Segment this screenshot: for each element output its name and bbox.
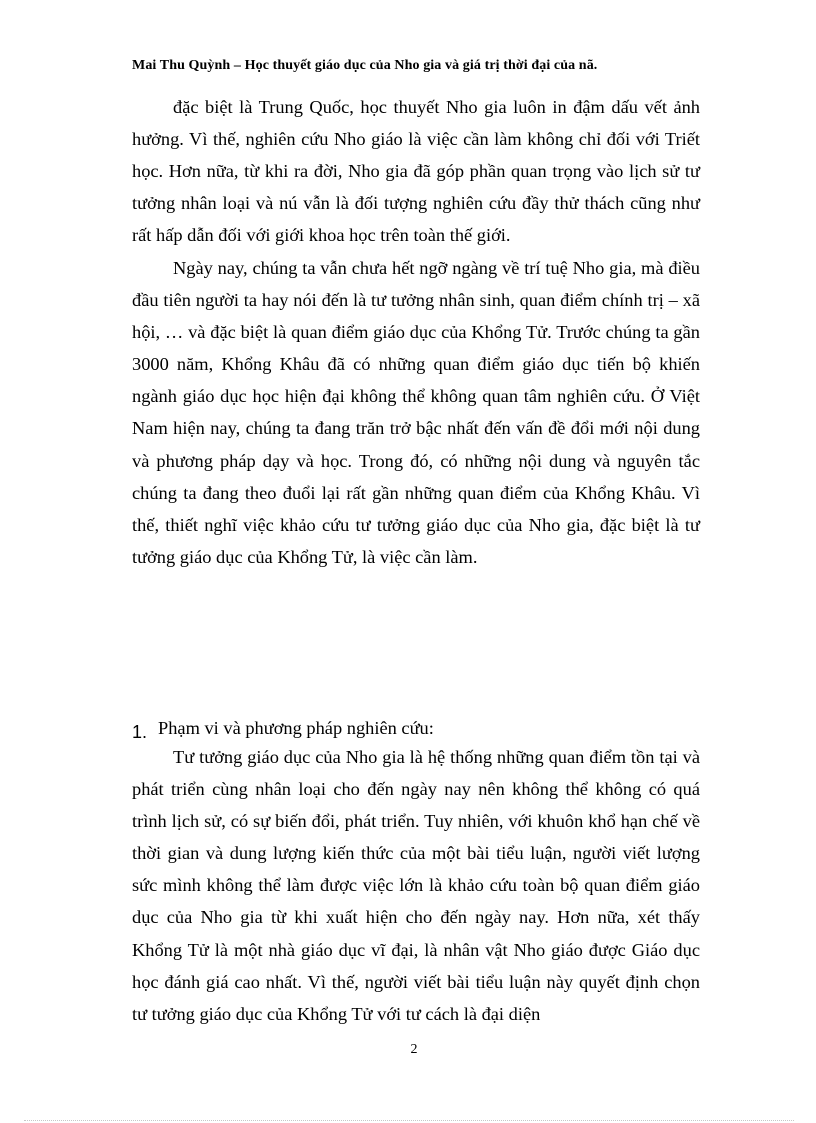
section-title: Phạm vi và phương pháp nghiên cứu: <box>158 718 434 738</box>
section-heading <box>132 712 700 744</box>
running-header: Mai Thu Quỳnh – Học thuyết giáo dục của Nho gia và giá trị thời đại của nã. <box>132 58 598 73</box>
body-paragraph-2: Ngày nay, chúng ta vẫn chưa hết ngỡ ngàng về trí tuệ Nho gia, mà điều đầu tiên người ta hay nói đến là tư tưởng nhân sinh, quan điểm chính trị – xã hội, … và đặc biệt là quan điểm giáo dục của Khổng Tử. Trước chúng ta gần 3000 năm, Khổng Khâu đã có những quan điểm giáo dục tiến bộ khiến ngành giáo dục học hiện đại không thể không quan tâm nghiên cứu. Ở Việt Nam hiện nay, chúng ta đang trăn trở bậc nhất đến vấn đề đổi mới nội dung và phương pháp dạy và học. Trong đó, có những nội dung và nguyên tắc chúng ta đang theo đuổi lại rất gần những quan điểm của Khổng Khâu. Vì thế, thiết nghĩ việc khảo cứu tư tưởng giáo dục của Nho gia, đặc biệt là tư tưởng giáo dục của Khổng Tử, là việc cần làm. <box>132 258 700 567</box>
page-number: 2 <box>410 1042 418 1057</box>
section-paragraph: Tư tưởng giáo dục của Nho gia là hệ thống những quan điểm tồn tại và phát triển cùng nhân loại cho đến ngày nay nên không thể không có quá trình lịch sử, có sự biến đổi, phát triển. Tuy nhiên, với khuôn khổ hạn chế về thời gian và dung lượng kiến thức của một bài tiểu luận, người viết lượng sức mình không thể làm được việc lớn là khảo cứu toàn bộ quan điểm giáo dục của Nho gia từ khi xuất hiện cho đến ngày nay. Hơn nữa, xét thấy Khổng Tử là một nhà giáo dục vĩ đại, là nhân vật Nho giáo được Giáo dục học đánh giá cao nhất. Vì thế, người viết bài tiểu luận này quyết định chọn tư tưởng giáo dục của Khổng Tử với tư cách là đại diện <box>132 747 700 1024</box>
body-paragraph-1: đặc biệt là Trung Quốc, học thuyết Nho gia luôn in đậm dấu vết ảnh hưởng. Vì thế, nghiên cứu Nho giáo là việc cần làm không chỉ đối với Triết học. Hơn nữa, từ khi ra đời, Nho gia đã góp phần quan trọng vào lịch sử tư tưởng nhân loại và nú vẫn là đối tượng nghiên cứu đầy thử thách cũng như rất hấp dẫn đối với giới khoa học trên toàn thế giới. <box>132 97 700 246</box>
section-number: 1. <box>132 722 148 742</box>
page-bottom-edge <box>24 1120 794 1121</box>
